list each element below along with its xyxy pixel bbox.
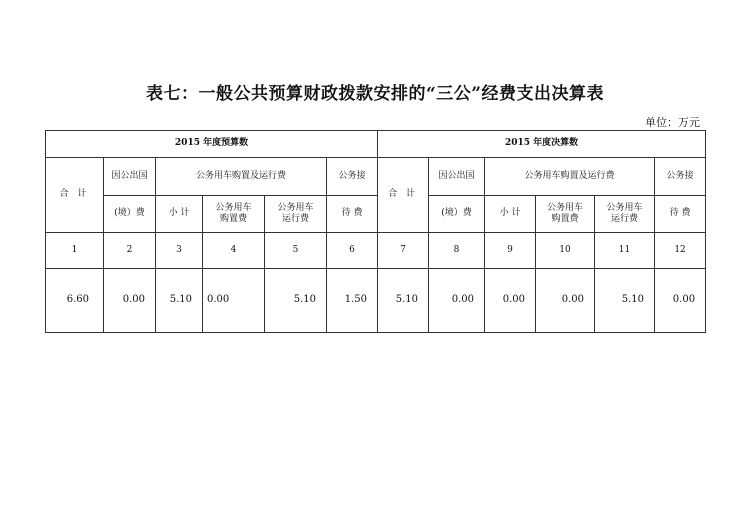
- unit-label: 单位：万元: [645, 116, 700, 129]
- column-number: 4: [203, 233, 265, 269]
- column-number: 7: [378, 233, 429, 269]
- column-number: 3: [156, 233, 203, 269]
- header-vehicle-operation: 公务用车 运行费: [265, 196, 327, 233]
- value-cell: 6.60: [46, 269, 104, 333]
- header-abroad-line2: (境）费: [429, 196, 485, 233]
- header-vehicle-purchase: 公务用车 购置费: [203, 196, 265, 233]
- header-subtotal: 小 计: [485, 196, 536, 233]
- header-vehicle-group: 公务用车购置及运行费: [156, 158, 327, 196]
- value-cell: 0.00: [655, 269, 706, 333]
- header-reception-line2: 待 费: [327, 196, 378, 233]
- header-reception-line1: 公务接: [327, 158, 378, 196]
- column-number: 1: [46, 233, 104, 269]
- header-subtotal: 小 计: [156, 196, 203, 233]
- column-number: 10: [536, 233, 595, 269]
- column-number-row: [46, 233, 706, 269]
- value-cell: 1.50: [327, 269, 378, 333]
- value-row: [46, 269, 706, 333]
- value-cell: 0.00: [485, 269, 536, 333]
- value-cell: 0.00: [536, 269, 595, 333]
- header-abroad-line1: 因公出国: [429, 158, 485, 196]
- three-public-expenses-table: [45, 130, 706, 333]
- header-vehicle-group: 公务用车购置及运行费: [485, 158, 655, 196]
- value-cell: 0.00: [104, 269, 156, 333]
- header-total: 合 计: [46, 158, 104, 233]
- header-vehicle-purchase: 公务用车 购置费: [536, 196, 595, 233]
- value-cell: 5.10: [156, 269, 203, 333]
- header-reception-line2: 待 费: [655, 196, 706, 233]
- value-cell: 0.00: [203, 269, 265, 333]
- value-cell: 5.10: [378, 269, 429, 333]
- value-cell: 5.10: [265, 269, 327, 333]
- column-number: 2: [104, 233, 156, 269]
- column-number: 11: [595, 233, 655, 269]
- header-vehicle-operation: 公务用车 运行费: [595, 196, 655, 233]
- column-number: 8: [429, 233, 485, 269]
- value-cell: 5.10: [595, 269, 655, 333]
- header-abroad-line1: 因公出国: [104, 158, 156, 196]
- header-total: 合 计: [378, 158, 429, 233]
- column-number: 5: [265, 233, 327, 269]
- section-header-actual: 2015 年度决算数: [378, 131, 706, 158]
- value-cell: 0.00: [429, 269, 485, 333]
- column-number: 9: [485, 233, 536, 269]
- section-header-budget: 2015 年度预算数: [46, 131, 378, 158]
- page-title: 表七：一般公共预算财政拨款安排的“三公”经费支出决算表: [145, 84, 605, 104]
- header-abroad-line2: (境）费: [104, 196, 156, 233]
- header-reception-line1: 公务接: [655, 158, 706, 196]
- column-number: 12: [655, 233, 706, 269]
- column-number: 6: [327, 233, 378, 269]
